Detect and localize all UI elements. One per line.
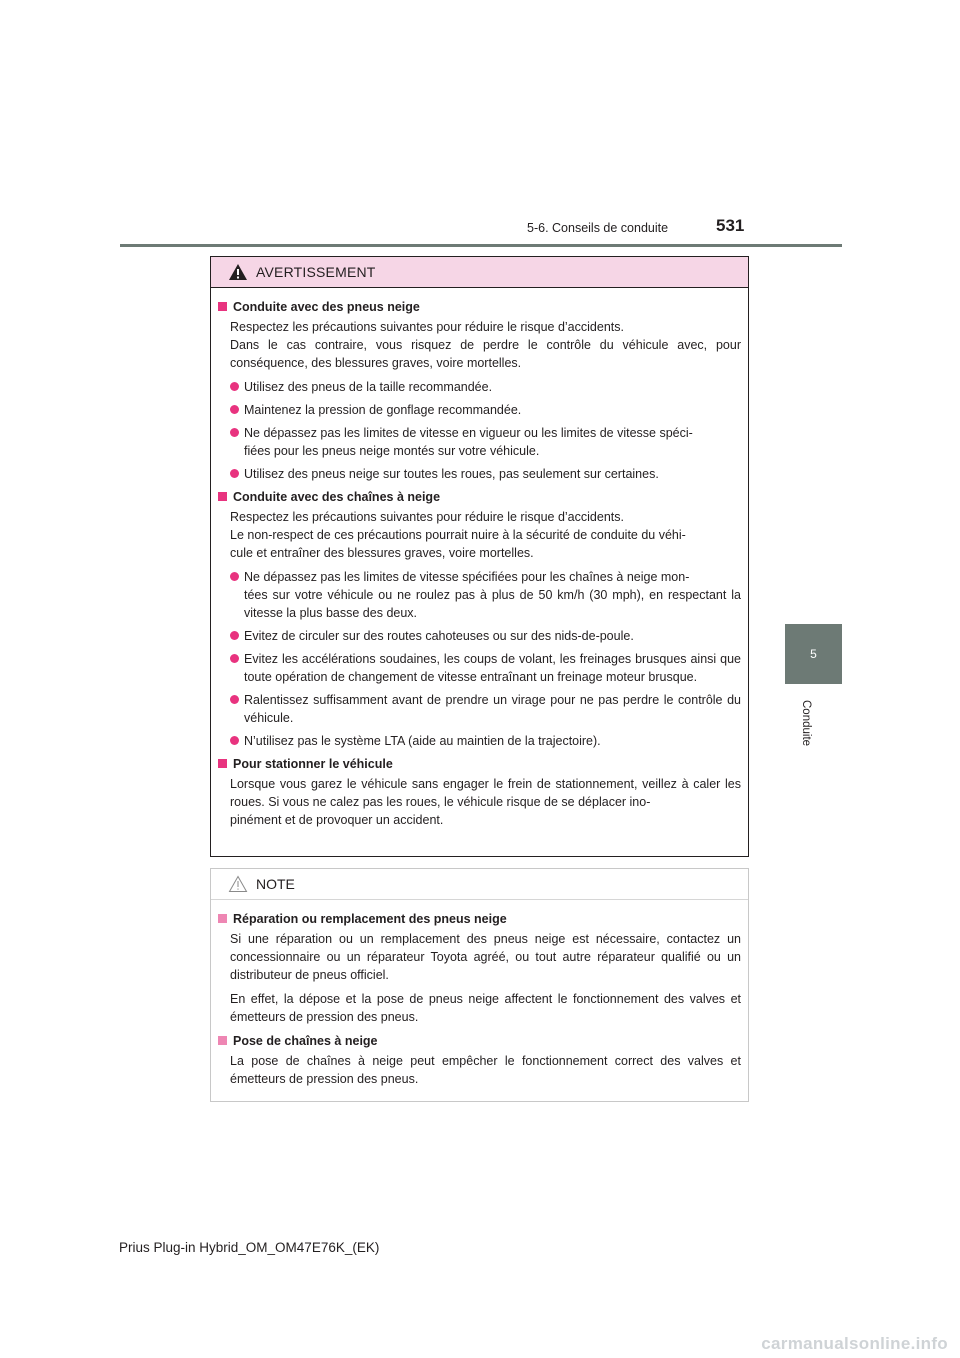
bullet-dot-icon: [230, 736, 239, 745]
note-paragraph: Si une réparation ou un remplacement des pneus neige est nécessaire, contactez un concessionnaire ou un réparateur Toyota agréé, ou tout autre réparateur qualifié ou un distributeur de pneus officiel.: [230, 932, 741, 982]
note-title: NOTE: [256, 876, 295, 892]
square-bullet-icon: [218, 302, 227, 311]
header-divider: [120, 244, 842, 247]
square-bullet-icon: [218, 914, 227, 923]
bullet-dot-icon: [230, 428, 239, 437]
warning-section-title: Conduite avec des chaînes à neige: [218, 488, 741, 506]
bullet-dot-icon: [230, 469, 239, 478]
watermark: carmanualsonline.info: [761, 1334, 948, 1353]
warning-section-text: Lorsque vous garez le véhicule sans engager le frein de stationnement, veillez à caler les roues. Si vous ne calez pas les roues, le véhicule risque de se déplacer ino- pinément et de provoquer un accident.: [230, 777, 741, 827]
section-heading: 5-6. Conseils de conduite: [527, 221, 669, 235]
warning-box: [210, 256, 749, 857]
chapter-tab[interactable]: [785, 624, 842, 684]
list-item: Evitez de circuler sur des routes cahoteuses ou sur des nids-de-poule.: [230, 627, 741, 645]
note-box: [210, 868, 749, 1102]
warning-section-text: Respectez les précautions suivantes pour réduire le risque d’accidents. Le non-respect de ces précautions pourrait nuire à la sécurité de conduite du véhi- cule et entraîner des blessures graves, voire mortelles.: [230, 510, 686, 560]
note-section-title: Réparation ou remplacement des pneus neige: [218, 910, 741, 928]
list-item: N’utilisez pas le système LTA (aide au maintien de la trajectoire).: [230, 732, 741, 750]
warning-section-title: Conduite avec des pneus neige: [218, 298, 741, 316]
warning-title: AVERTISSEMENT: [256, 264, 376, 280]
bullet-dot-icon: [230, 405, 239, 414]
bullet-dot-icon: [230, 654, 239, 663]
list-item: Maintenez la pression de gonflage recommandée.: [230, 401, 741, 419]
note-paragraph: La pose de chaînes à neige peut empêcher le fonctionnement correct des valves et émetteurs de pression des pneus.: [230, 1054, 741, 1086]
page-number: 531: [716, 216, 745, 235]
square-bullet-icon: [218, 1036, 227, 1045]
manual-identifier: Prius Plug-in Hybrid_OM_OM47E76K_(EK): [119, 1240, 380, 1255]
note-body: [211, 900, 748, 1088]
chapter-title: Conduite: [800, 700, 812, 747]
bullet-dot-icon: [230, 572, 239, 581]
warning-section-title: Pour stationner le véhicule: [218, 755, 741, 773]
warning-triangle-icon: [228, 263, 248, 281]
list-item: Evitez les accélérations soudaines, les coups de volant, les freinages brusques ainsi que toute opération de changement de vitesse entraînant un freinage moteur brusque.: [230, 650, 741, 686]
list-item: Utilisez des pneus de la taille recommandée.: [230, 378, 741, 396]
square-bullet-icon: [218, 759, 227, 768]
list-item: Ne dépassez pas les limites de vitesse en vigueur ou les limites de vitesse spéci- fiées pour les pneus neige montés sur votre véhicule.: [230, 424, 741, 460]
warning-header: [211, 257, 748, 288]
bullet-dot-icon: [230, 382, 239, 391]
note-section-title: Pose de chaînes à neige: [218, 1032, 741, 1050]
square-bullet-icon: [218, 492, 227, 501]
list-item: Ne dépassez pas les limites de vitesse spécifiées pour les chaînes à neige mon- tées sur votre véhicule ou ne roulez pas à plus de 50 km/h (30 mph), en respectant la vitesse la plus basse des deux.: [230, 568, 741, 622]
chapter-number: 5: [810, 647, 817, 661]
bullet-dot-icon: [230, 631, 239, 640]
warning-body: [211, 288, 748, 829]
list-item: Ralentissez suffisamment avant de prendre un virage pour ne pas perdre le contrôle du véhicule.: [230, 691, 741, 727]
note-header: [211, 869, 748, 900]
caution-triangle-icon: [228, 875, 248, 893]
bullet-dot-icon: [230, 695, 239, 704]
warning-section-text: Respectez les précautions suivantes pour réduire le risque d’accidents. Dans le cas contraire, vous risquez de perdre le contrôle du véhicule avec, pour conséquence, des blessures graves, voire mortelles.: [230, 320, 741, 370]
list-item: Utilisez des pneus neige sur toutes les roues, pas seulement sur certaines.: [230, 465, 741, 483]
note-paragraph: En effet, la dépose et la pose de pneus neige affectent le fonctionnement des valves et émetteurs de pression des pneus.: [230, 992, 741, 1024]
